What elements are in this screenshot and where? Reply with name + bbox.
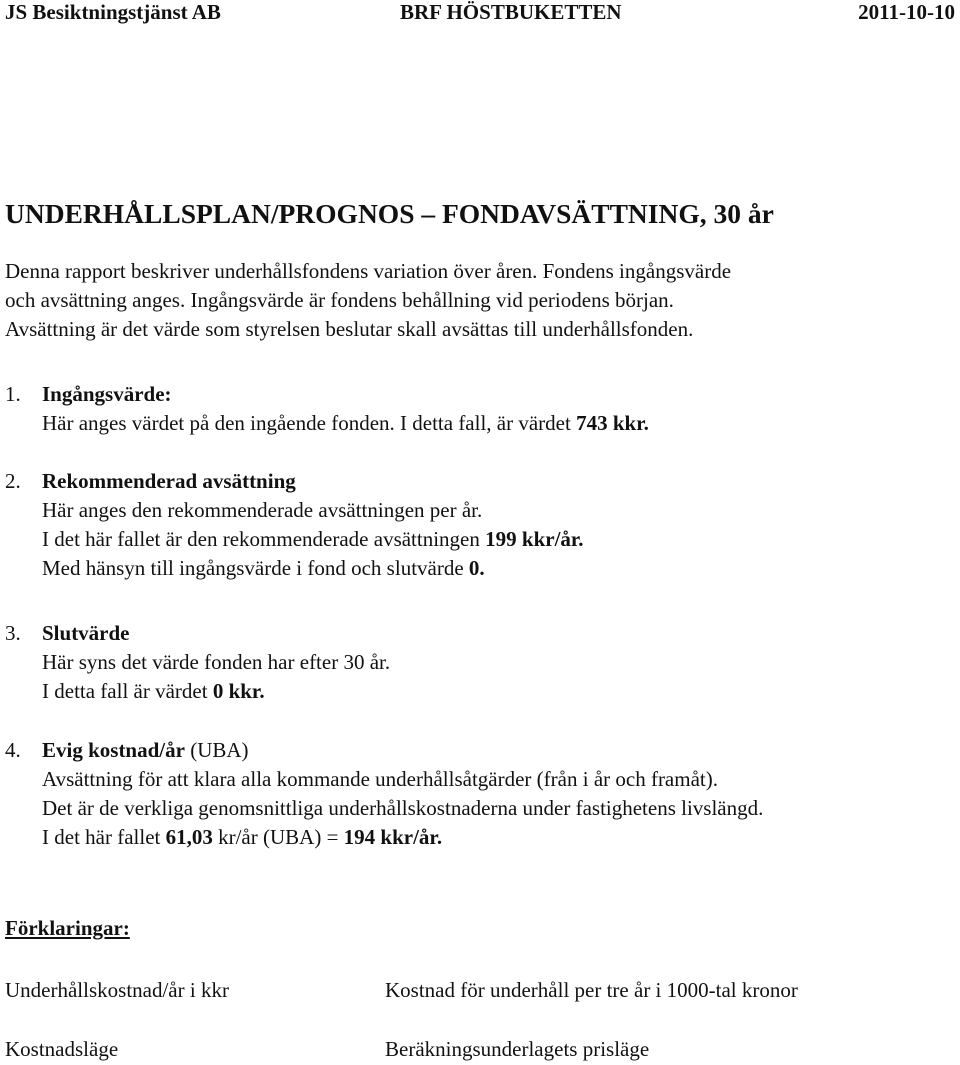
header-date: 2011-10-10	[858, 0, 955, 24]
section-heading-row	[5, 380, 649, 409]
section-number: 2.	[5, 469, 21, 493]
section-text: Det är de verkliga genomsnittliga underhållskostnaderna under fastighetens livslängd.	[42, 796, 764, 820]
section-line	[5, 823, 763, 852]
section-heading-suffix: (UBA)	[184, 738, 249, 762]
section-text: kr/år (UBA) =	[212, 825, 344, 849]
section-text: Här anges den rekommenderade avsättningen per år.	[42, 498, 483, 522]
page-header	[5, 0, 955, 26]
section-heading-row	[5, 736, 763, 765]
explanations-title: Förklaringar:	[5, 916, 130, 940]
section-heading: Slutvärde	[42, 621, 130, 645]
section-number: 3.	[5, 621, 21, 645]
page-title: UNDERHÅLLSPLAN/PROGNOS – FONDAVSÄTTNING, 30 år	[5, 198, 774, 229]
section-line	[5, 648, 390, 677]
section-text: Här syns det värde fonden har efter 30 år.	[42, 650, 391, 674]
explanation-term: Kostnadsläge	[5, 1037, 119, 1061]
section-value: 0 kkr.	[212, 679, 265, 703]
section-text: I detta fall är värdet	[42, 679, 213, 703]
section-line	[5, 525, 584, 554]
section-heading: Rekommenderad avsättning	[42, 469, 296, 493]
section-line	[5, 677, 390, 706]
section-text: Avsättning för att klara alla kommande underhållsåtgärder (från i år och framåt).	[42, 767, 718, 791]
section-number: 1.	[5, 382, 21, 406]
section-heading: Evig kostnad/år	[42, 738, 185, 762]
section-line	[5, 496, 584, 525]
section-value: 194 kkr/år.	[343, 825, 443, 849]
section-rekommenderad-avsattning	[5, 467, 584, 583]
section-heading: Ingångsvärde:	[42, 382, 172, 406]
section-text: I det här fallet	[42, 825, 166, 849]
header-client: BRF HÖSTBUKETTEN	[400, 0, 622, 24]
section-line	[5, 765, 763, 794]
section-value: 743 kkr.	[576, 411, 649, 435]
intro-paragraph	[5, 257, 731, 344]
section-value: 0.	[468, 556, 485, 580]
section-number: 4.	[5, 738, 21, 762]
intro-line-2: och avsättning anges. Ingångsvärde är fondens behållning vid periodens början.	[5, 288, 674, 312]
explanation-description: Beräkningsunderlagets prisläge	[385, 1037, 650, 1061]
section-ingangsvarde	[5, 380, 649, 438]
header-company: JS Besiktningstjänst AB	[5, 0, 221, 24]
section-heading-row	[5, 619, 390, 648]
section-line	[5, 554, 584, 583]
section-text: Med hänsyn till ingångsvärde i fond och slutvärde	[42, 556, 469, 580]
section-value: 61,03	[165, 825, 213, 849]
section-evig-kostnad	[5, 736, 763, 852]
section-slutvarde	[5, 619, 390, 706]
section-line	[5, 794, 763, 823]
section-value: 199 kkr/år.	[485, 527, 584, 551]
intro-line-3: Avsättning är det värde som styrelsen beslutar skall avsättas till underhållsfonden.	[5, 317, 694, 341]
section-text: I det här fallet är den rekommenderade avsättningen	[42, 527, 486, 551]
intro-line-1: Denna rapport beskriver underhållsfondens variation över åren. Fondens ingångsvärde	[5, 259, 732, 283]
explanation-description: Kostnad för underhåll per tre år i 1000-tal kronor	[385, 978, 798, 1002]
section-text: Här anges värdet på den ingående fonden. I detta fall, är värdet	[42, 411, 577, 435]
explanation-term: Underhållskostnad/år i kkr	[5, 978, 229, 1002]
section-heading-row	[5, 467, 584, 496]
section-line	[5, 409, 649, 438]
